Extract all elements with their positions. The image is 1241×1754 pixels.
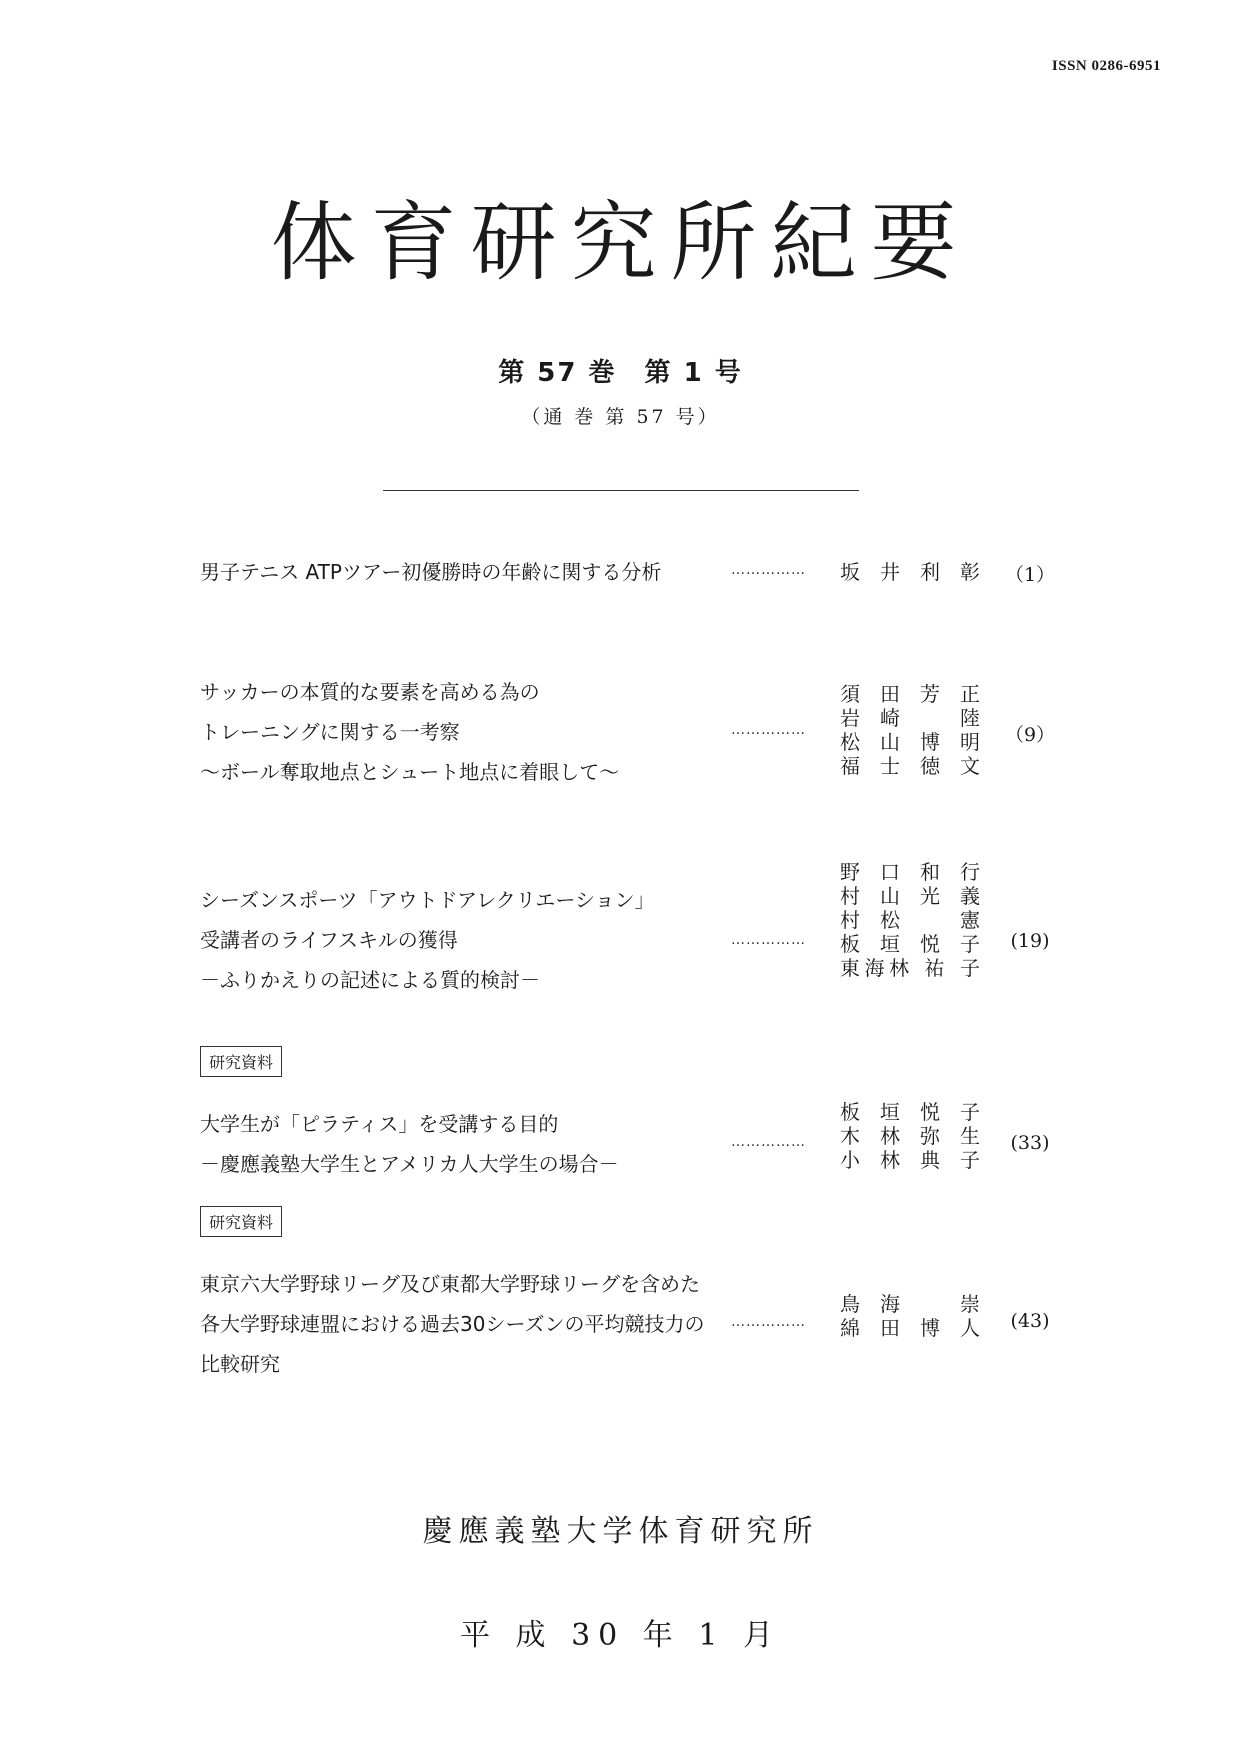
author-name: 松 山 博 明 bbox=[840, 730, 980, 754]
author-name: 東海林 祐 子 bbox=[840, 956, 980, 980]
toc-entry[interactable] bbox=[200, 1046, 1080, 1176]
author-name: 村 山 光 義 bbox=[840, 884, 980, 908]
entry-title bbox=[200, 880, 655, 1000]
author-name: 野 口 和 行 bbox=[840, 860, 980, 884]
entry-title-line: 男子テニス ATPツアー初優勝時の年齢に関する分析 bbox=[200, 560, 662, 584]
entry-authors bbox=[840, 682, 980, 778]
author-name: 綿 田 博 人 bbox=[840, 1316, 980, 1340]
entry-title bbox=[200, 552, 661, 592]
author-name: 村 松 憲 bbox=[840, 908, 980, 932]
author-name: 岩 崎 陸 bbox=[840, 706, 980, 730]
volume-issue: 第 57 巻 第 1 号 bbox=[498, 358, 743, 388]
toc-entry[interactable] bbox=[200, 552, 1080, 592]
dot-leader: …………… bbox=[731, 722, 806, 738]
issn-number: ISSN 0286-6951 bbox=[1051, 58, 1161, 74]
page-number: （1） bbox=[1004, 564, 1056, 586]
divider-rule bbox=[383, 490, 859, 491]
entry-authors bbox=[840, 560, 980, 584]
author-name: 坂 井 利 彰 bbox=[840, 560, 980, 584]
entry-title-line: トレーニングに関する一考察 bbox=[200, 720, 460, 744]
entry-title-line: ～ボール奪取地点とシュート地点に着眼して～ bbox=[200, 760, 620, 784]
publisher-name: 慶應義塾大学体育研究所 bbox=[422, 1514, 819, 1549]
page-number: (19) bbox=[1010, 930, 1050, 952]
dot-leader: …………… bbox=[731, 562, 806, 578]
toc-entry[interactable] bbox=[200, 1206, 1080, 1376]
dot-leader: …………… bbox=[731, 932, 806, 948]
entry-title-line: 東京六大学野球リーグ及び東都大学野球リーグを含めた bbox=[200, 1272, 700, 1296]
entry-title-line: サッカーの本質的な要素を高める為の bbox=[200, 680, 540, 704]
cumulative-issue: （通 巻 第 57 号） bbox=[521, 406, 720, 428]
journal-title: 体育研究所紀要 bbox=[270, 193, 971, 293]
entry-title-line: シーズンスポーツ「アウトドアレクリエーション」 bbox=[200, 888, 655, 912]
entry-title-line: 受講者のライフスキルの獲得 bbox=[200, 928, 458, 952]
entry-title-line: －ふりかえりの記述による質的検討－ bbox=[200, 968, 540, 992]
dot-leader: …………… bbox=[731, 1314, 806, 1330]
author-name: 小 林 典 子 bbox=[840, 1148, 980, 1172]
page-number: (43) bbox=[1010, 1310, 1050, 1332]
toc-entry[interactable] bbox=[200, 860, 1080, 1020]
category-tag: 研究資料 bbox=[200, 1046, 282, 1077]
author-name: 須 田 芳 正 bbox=[840, 682, 980, 706]
entry-title-line: 比較研究 bbox=[200, 1352, 280, 1376]
entry-title-line: 各大学野球連盟における過去30シーズンの平均競技力の bbox=[200, 1312, 705, 1336]
entry-authors bbox=[840, 1100, 980, 1172]
entry-title-line: －慶應義塾大学生とアメリカ人大学生の場合－ bbox=[200, 1152, 619, 1176]
dot-leader: …………… bbox=[731, 1134, 806, 1150]
entry-title bbox=[200, 1104, 619, 1184]
entry-title bbox=[200, 672, 619, 792]
entry-authors bbox=[840, 860, 980, 980]
category-tag: 研究資料 bbox=[200, 1206, 282, 1237]
author-name: 鳥 海 崇 bbox=[840, 1292, 980, 1316]
publication-date: 平 成 30 年 1 月 bbox=[460, 1618, 781, 1653]
toc-entry[interactable] bbox=[200, 672, 1080, 802]
entry-authors bbox=[840, 1292, 980, 1340]
author-name: 板 垣 悦 子 bbox=[840, 1100, 980, 1124]
entry-title-line: 大学生が「ピラティス」を受講する目的 bbox=[200, 1112, 559, 1136]
author-name: 福 士 徳 文 bbox=[840, 754, 980, 778]
page-number: （9） bbox=[1004, 724, 1056, 746]
page-number: (33) bbox=[1010, 1132, 1050, 1154]
author-name: 板 垣 悦 子 bbox=[840, 932, 980, 956]
author-name: 木 林 弥 生 bbox=[840, 1124, 980, 1148]
entry-title bbox=[200, 1264, 704, 1384]
